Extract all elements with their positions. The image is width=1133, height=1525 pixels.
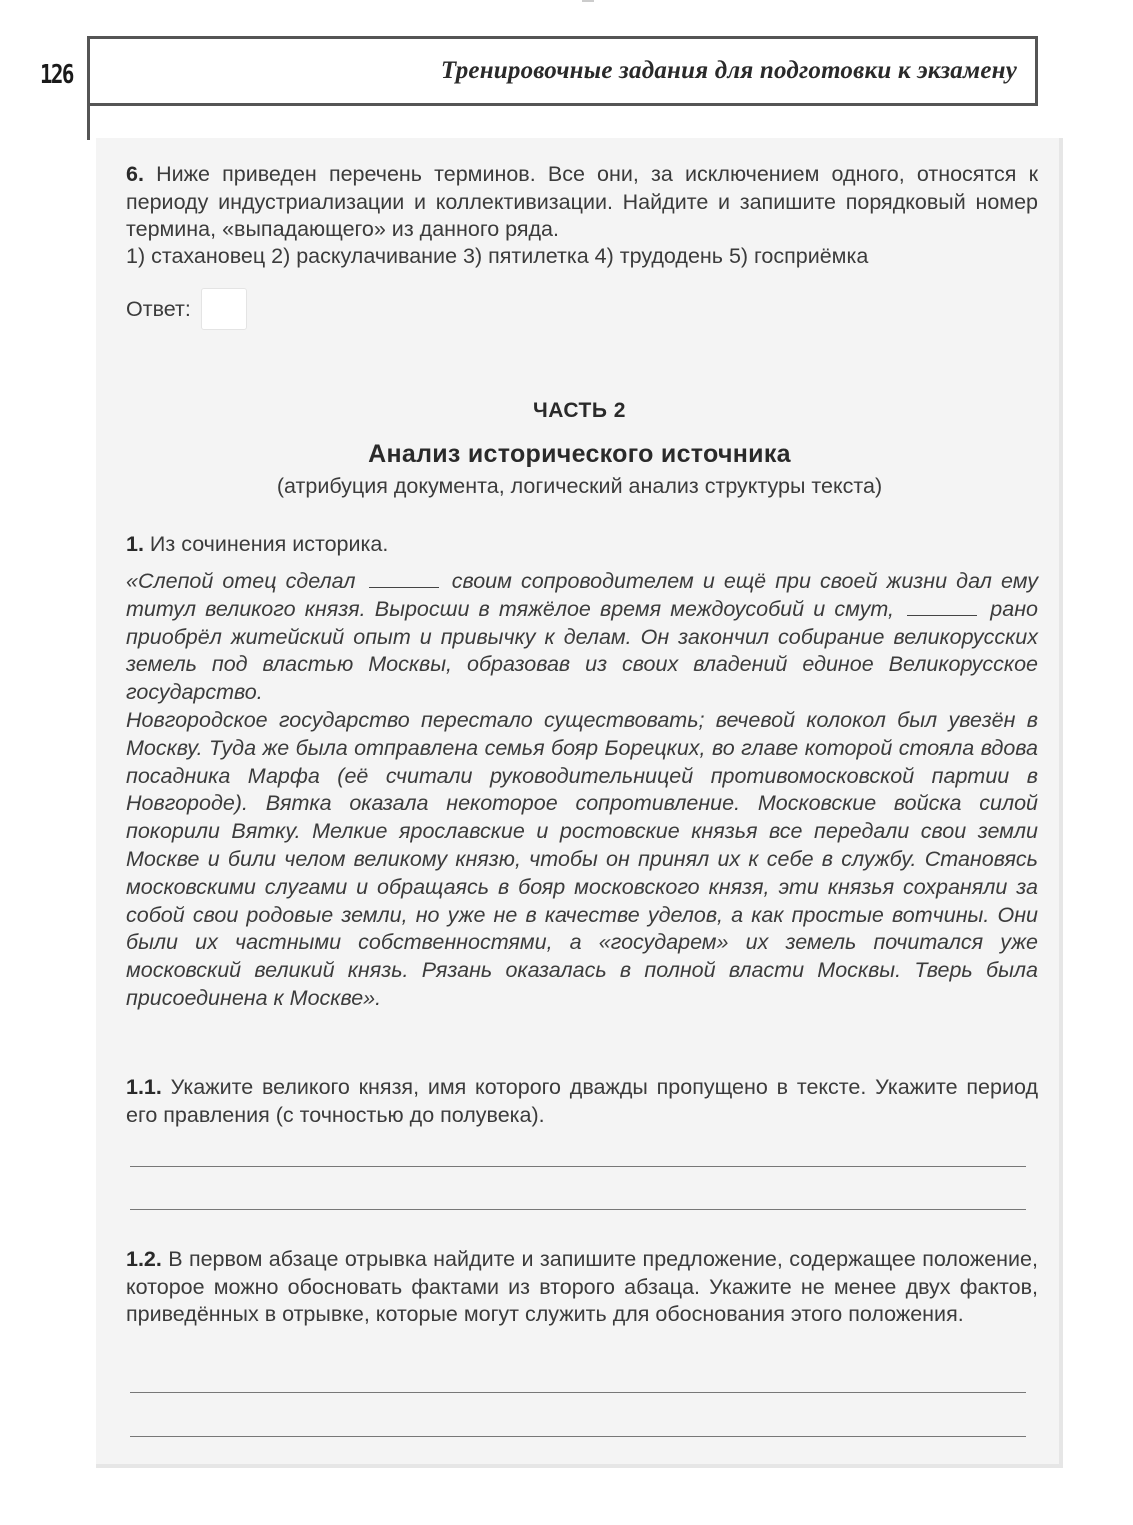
quote-paragraph-2: Новгородское государство перестало существовать; вечевой колокол был увезён в Москву. Туда же была отправлена семья бояр Борецких, во главе которой стояла вдова посадника Марфа (её считали руководительницей противомосковской партии в Новгороде). Вятка оказала некоторое сопротивление. Московские войска силой покорили Вятку. Мелкие ярославские и ростовские князья все передали свои земли Москве и били челом великому князю, чтобы он принял их к себе в службу. Становясь московскими слугами и обращаясь в бояр московского князя, эти князья сохраняли за собой свои родовые земли, но уже не в качестве уделов, а как простые вотчины. Они были их частными собственностями, а «государем» их земель почитался уже московский великий князь. Рязань оказалась в полной власти Москвы. Тверь была присоединена к Москве». [126,707,1038,1010]
part-subtitle: (атрибуция документа, логический анализ структуры текста) [276,474,883,498]
answer-line[interactable] [130,1436,1026,1437]
task-6-text: Ниже приведен перечень терминов. Все они, за исключением одного, относятся к периоду индустриализации и коллективизации. Найдите и запишите порядковый номер термина, «выпадающего» из данного ряда. [126,162,1038,241]
scan-mark [582,0,594,2]
header-title: Тренировочные задания для подготовки к экзамену [440,57,1017,84]
answer-line[interactable] [130,1166,1026,1167]
page-number: 126 [40,60,73,90]
part-label: ЧАСТЬ 2 [533,399,626,422]
task-1-1-number: 1.1. [126,1075,162,1099]
quote-part-b: своим сопроводителем и ещё при своей жизни дал ему титул великого князя. Выросши в тяжёлое время междоусобий и смут, [126,569,1038,621]
task-6-number: 6. [126,162,144,186]
answer-line[interactable] [130,1392,1026,1393]
answer-line[interactable] [130,1209,1026,1210]
historian-quote [126,568,1038,1013]
quote-part-c: рано приобрёл житейский опыт и привычку к делам. Он закончил собирание великорусских земель под властью Москвы, образовав из своих владений единое Великорусское государство. [126,596,1038,705]
answer-box[interactable] [201,288,247,330]
quote-paragraph-1 [126,568,1038,707]
task-6-answer-row [126,288,247,330]
running-header [87,36,1038,106]
task-1-2-number: 1.2. [126,1247,162,1271]
task-1-number: 1. [126,532,144,556]
header-rule [87,104,90,140]
task-1-1-text: Укажите великого князя, имя которого дважды пропущено в тексте. Укажите период его правления (с точностью до полувека). [126,1075,1038,1127]
task-1-1 [126,1074,1038,1129]
task-1-intro [126,531,1038,559]
blank-1 [369,571,439,588]
task-1-2-text: В первом абзаце отрывка найдите и запишите предложение, содержащее положение, которое можно обосновать фактами из второго абзаца. Укажите не менее двух фактов, приведённых в отрывке, которые могут служить для обоснования этого положения. [126,1247,1038,1326]
part-title: Анализ исторического источника [368,440,791,468]
task-1-2 [126,1246,1038,1329]
blank-2 [907,599,977,616]
task-6 [126,161,1038,244]
task-6-options: 1) стахановец 2) раскулачивание 3) пятилетка 4) трудодень 5) госприёмка [126,244,869,268]
answer-label: Ответ: [126,296,191,321]
task-1-intro-text: Из сочинения историка. [149,532,389,556]
quote-part-a: «Слепой отец сделал [126,569,356,593]
